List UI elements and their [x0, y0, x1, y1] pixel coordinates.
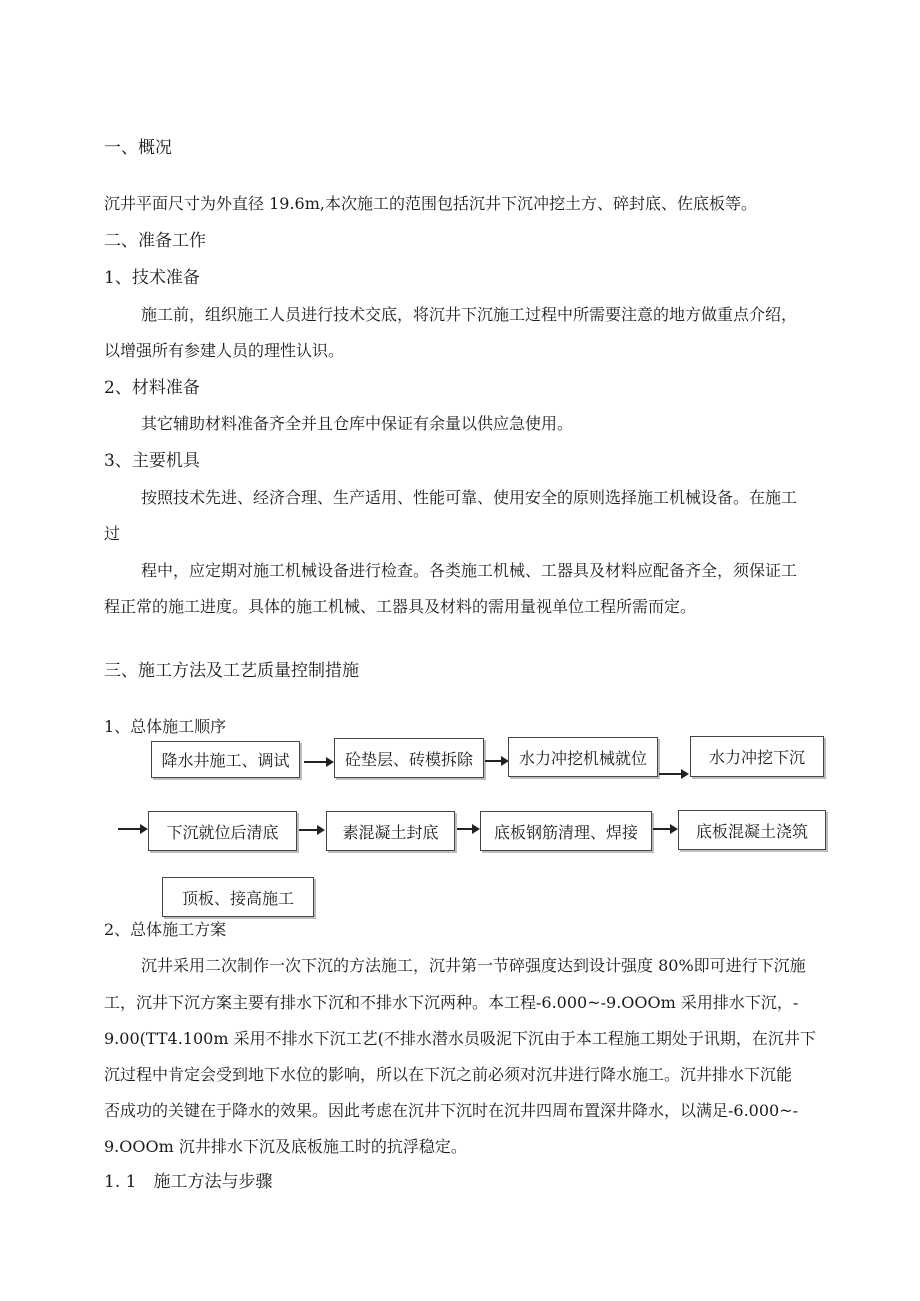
section-2-3-line-2: 过	[104, 524, 121, 543]
section-1-title: 一、概况	[104, 138, 172, 158]
section-3-1-title: 1、总体施工顺序	[104, 717, 227, 736]
flow-step-floor-slab-pouring: 底板混凝土浇筑	[678, 810, 826, 850]
section-2-3-title: 3、主要机具	[104, 451, 200, 471]
flow-arrow	[659, 773, 687, 775]
section-2-2-paragraph: 其它辅助材料准备齐全并且仓库中保证有余量以供应急使用。	[141, 414, 574, 433]
flow-arrow	[299, 829, 323, 831]
flow-step-hydraulic-machine-setup: 水力冲挖机械就位	[508, 737, 658, 777]
section-2-2-title: 2、材料准备	[104, 378, 200, 398]
flow-arrow	[304, 761, 332, 763]
section-3-2-line-1: 沉井采用二次制作一次下沉的方法施工，沉井第一节碎强度达到设计强度 80%即可进行下沉施	[141, 956, 806, 975]
section-3-2-line-6: 9.OOOm 沉井排水下沉及底板施工时的抗浮稳定。	[104, 1137, 467, 1156]
section-3-2-line-5: 否成功的关键在于降水的效果。因此考虑在沉井下沉时在沉井四周布置深井降水，以满足-6.000~-	[104, 1101, 799, 1120]
flow-step-rebar-welding: 底板钢筋清理、焊接	[480, 811, 652, 851]
flow-step-plain-concrete-seal: 素混凝土封底	[326, 811, 455, 851]
section-2-3-line-1: 按照技术先进、经济合理、生产适用、性能可靠、使用安全的原则选择施工机械设备。在施工	[141, 488, 798, 507]
section-2-1-title: 1、技术准备	[104, 268, 200, 288]
flow-step-dewatering-well: 降水井施工、调试	[151, 741, 300, 778]
section-3-2-title: 2、总体施工方案	[104, 920, 227, 939]
section-3-2-line-4: 沉过程中肯定会受到地下水位的影响，所以在下沉之前必须对沉井进行降水施工。沉井排水下沉能	[104, 1065, 793, 1084]
flow-step-hydraulic-sinking: 水力冲挖下沉	[690, 736, 824, 777]
flow-arrow	[457, 828, 478, 830]
section-2-title: 二、准备工作	[104, 231, 206, 251]
section-2-1-line-1: 施工前，组织施工人员进行技术交底，将沉井下沉施工过程中所需要注意的地方做重点介绍，	[141, 305, 798, 324]
flow-step-top-slab: 顶板、接高施工	[162, 877, 314, 917]
section-1-paragraph: 沉井平面尺寸为外直径 19.6m,本次施工的范围包括沉井下沉冲挖土方、碎封底、佐底板等。	[104, 194, 757, 213]
flow-step-remove-formwork: 砼垫层、砖模拆除	[334, 738, 484, 778]
section-3-2-line-2: 工，沉井下沉方案主要有排水下沉和不排水下沉两种。本工程-6.000~-9.OOOm 采用排水下沉，-	[104, 993, 799, 1012]
section-3-2-1-title: 1. 1 施工方法与步骤	[104, 1172, 273, 1192]
flow-arrow	[118, 828, 146, 830]
flow-arrow	[485, 760, 507, 762]
section-2-3-line-4: 程正常的施工进度。具体的施工机械、工器具及材料的需用量视单位工程所需而定。	[104, 597, 697, 616]
flow-arrow	[653, 828, 676, 830]
section-3-2-line-3: 9.00(TT4.100m 采用不排水下沉工艺(不排水潜水员吸泥下沉由于本工程施工期处于讯期，在沉井下	[104, 1029, 816, 1048]
section-3-title: 三、施工方法及工艺质量控制措施	[104, 661, 359, 681]
flow-step-bottom-cleaning: 下沉就位后清底	[148, 811, 297, 851]
section-2-1-line-2: 以增强所有参建人员的理性认识。	[104, 341, 345, 360]
section-2-3-line-3: 程中，应定期对施工机械设备进行检查。各类施工机械、工器具及材料应配备齐全，须保证工	[141, 561, 798, 580]
